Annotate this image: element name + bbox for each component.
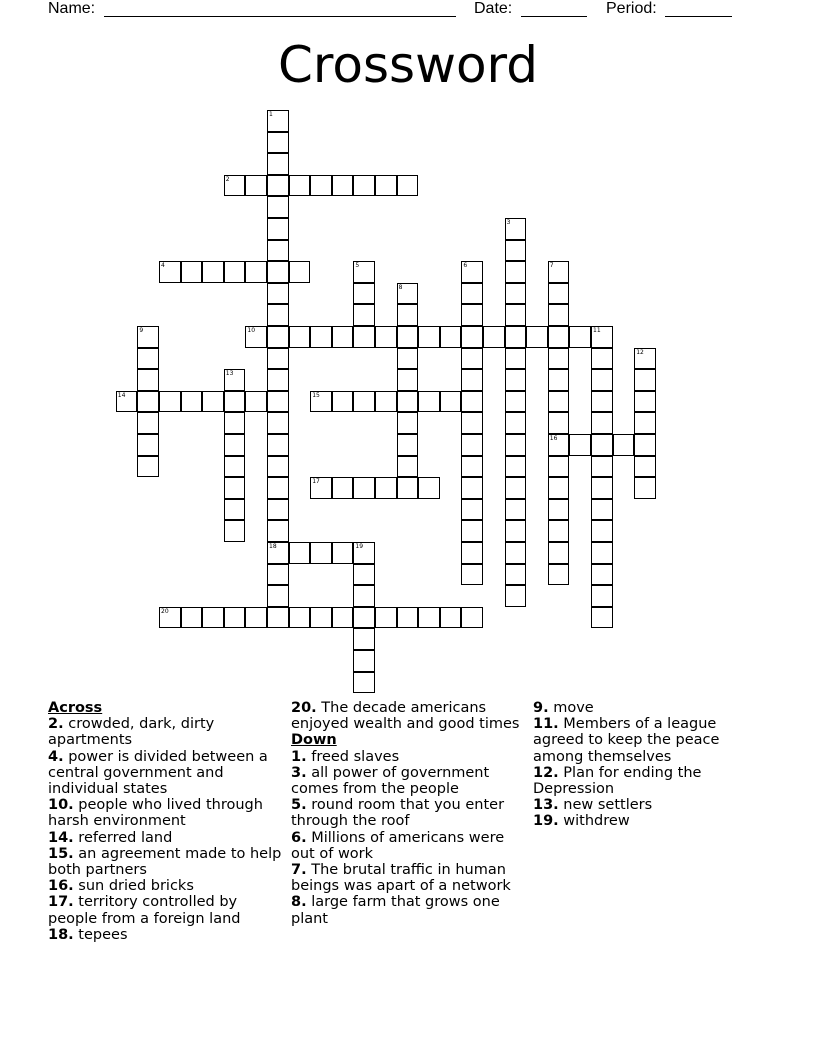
grid-cell[interactable]: [591, 520, 613, 542]
name-label: Name:: [48, 0, 96, 17]
grid-cell[interactable]: [505, 456, 527, 478]
grid-cell[interactable]: [181, 261, 203, 283]
grid-cell[interactable]: [289, 326, 311, 348]
grid-cell[interactable]: [634, 412, 656, 434]
grid-cell[interactable]: [267, 456, 289, 478]
grid-cell[interactable]: [137, 369, 159, 391]
grid-cell[interactable]: [591, 326, 613, 348]
clue-item-number: 11.: [533, 716, 559, 733]
grid-cell[interactable]: [267, 132, 289, 154]
grid-cell[interactable]: [137, 412, 159, 434]
grid-cell[interactable]: [137, 391, 159, 413]
grid-cell[interactable]: [461, 283, 483, 305]
grid-cell[interactable]: [505, 412, 527, 434]
grid-cell[interactable]: [591, 477, 613, 499]
grid-cell[interactable]: [353, 175, 375, 197]
grid-cell[interactable]: [548, 283, 570, 305]
grid-cell[interactable]: [505, 542, 527, 564]
clue-item-text: Millions of americans were out of work: [291, 829, 505, 862]
grid-cell[interactable]: [137, 456, 159, 478]
grid-cell[interactable]: [461, 369, 483, 391]
grid-cell[interactable]: [224, 412, 246, 434]
grid-cell[interactable]: [224, 369, 246, 391]
clue-item-text: people who lived through harsh environment: [48, 797, 263, 830]
grid-cell[interactable]: [634, 434, 656, 456]
clue-item: [48, 749, 284, 798]
grid-cell[interactable]: [267, 304, 289, 326]
clues-column-2: [291, 700, 527, 927]
grid-cell[interactable]: [548, 499, 570, 521]
clue-number: 12: [636, 348, 644, 356]
clue-number: 17: [312, 478, 320, 486]
clue-item-number: 12.: [533, 764, 559, 781]
grid-cell[interactable]: [267, 283, 289, 305]
grid-cell[interactable]: [440, 391, 462, 413]
grid-cell[interactable]: [505, 520, 527, 542]
grid-cell[interactable]: [461, 564, 483, 586]
grid-cell[interactable]: [397, 391, 419, 413]
grid-cell[interactable]: [267, 348, 289, 370]
grid-cell[interactable]: [267, 607, 289, 629]
grid-cell[interactable]: [375, 175, 397, 197]
clue-item-text: The decade americans enjoyed wealth and good times: [291, 700, 520, 733]
grid-cell[interactable]: [375, 607, 397, 629]
clue-item: [533, 700, 769, 716]
clue-item: [48, 927, 284, 943]
clue-item: [48, 797, 284, 829]
grid-cell[interactable]: [375, 477, 397, 499]
grid-cell[interactable]: [505, 218, 527, 240]
grid-cell[interactable]: [461, 348, 483, 370]
clue-item-number: 20.: [291, 700, 317, 716]
grid-cell[interactable]: [137, 326, 159, 348]
grid-cell[interactable]: [289, 542, 311, 564]
clues-column-3: [533, 700, 769, 830]
grid-cell[interactable]: [397, 607, 419, 629]
grid-cell[interactable]: [375, 326, 397, 348]
grid-cell[interactable]: [591, 564, 613, 586]
grid-cell[interactable]: [505, 240, 527, 262]
grid-cell[interactable]: [548, 520, 570, 542]
grid-cell[interactable]: [461, 391, 483, 413]
grid-cell[interactable]: [224, 261, 246, 283]
grid-cell[interactable]: [310, 326, 332, 348]
grid-cell[interactable]: [375, 391, 397, 413]
grid-cell[interactable]: [548, 412, 570, 434]
grid-cell[interactable]: [159, 261, 181, 283]
clue-number: 8: [398, 283, 403, 291]
grid-cell[interactable]: [116, 391, 138, 413]
grid-cell[interactable]: [224, 434, 246, 456]
grid-cell[interactable]: [397, 175, 419, 197]
grid-cell[interactable]: [613, 434, 635, 456]
clue-item-number: 4.: [48, 748, 64, 765]
clue-item-number: 3.: [291, 764, 307, 781]
clue-number: 16: [549, 435, 558, 442]
clue-item-text: sun dried bricks: [73, 878, 194, 895]
grid-cell[interactable]: [591, 412, 613, 434]
clue-number: 15: [312, 391, 320, 399]
grid-cell[interactable]: [548, 369, 570, 391]
period-label: Period:: [606, 0, 657, 17]
grid-cell[interactable]: [548, 564, 570, 586]
clue-item: [291, 894, 527, 926]
grid-cell[interactable]: [634, 456, 656, 478]
clue-item-text: an agreement made to help both partners: [48, 845, 282, 879]
clue-item-text: new settlers: [558, 797, 653, 814]
grid-cell[interactable]: [505, 348, 527, 370]
grid-cell[interactable]: [267, 369, 289, 391]
grid-cell[interactable]: [332, 175, 354, 197]
grid-cell[interactable]: [569, 434, 591, 456]
grid-cell[interactable]: [332, 542, 354, 564]
grid-cell[interactable]: [353, 283, 375, 305]
clue-item-text: round room that you enter through the roof: [291, 797, 505, 830]
grid-cell[interactable]: [461, 412, 483, 434]
grid-cell[interactable]: [440, 326, 462, 348]
clue-number: 10: [247, 327, 256, 334]
grid-cell[interactable]: [397, 326, 419, 348]
clue-number: 18: [269, 543, 277, 550]
clue-item-number: 5.: [291, 797, 307, 814]
grid-cell[interactable]: [461, 542, 483, 564]
clue-item-number: 2.: [48, 716, 64, 733]
grid-cell[interactable]: [267, 585, 289, 607]
clue-number: 6: [463, 262, 468, 270]
grid-cell[interactable]: [353, 607, 375, 629]
clue-item-text: The brutal traffic in human beings was apart of a network: [291, 862, 511, 895]
grid-cell[interactable]: [505, 564, 527, 586]
clue-number: 14: [117, 391, 126, 399]
clue-item-text: power is divided between a central government and individual states: [48, 748, 268, 798]
clue-item-text: Plan for ending the Depression: [533, 764, 702, 798]
grid-cell[interactable]: [397, 283, 419, 305]
clue-item-number: 6.: [291, 829, 307, 846]
grid-cell[interactable]: [461, 477, 483, 499]
clue-item-number: 16.: [48, 878, 74, 895]
grid-cell[interactable]: [267, 175, 289, 197]
grid-cell[interactable]: [224, 391, 246, 413]
grid-cell[interactable]: [332, 607, 354, 629]
grid-cell[interactable]: [267, 520, 289, 542]
clue-item: [291, 797, 527, 829]
grid-cell[interactable]: [505, 369, 527, 391]
page-title: Crossword: [278, 36, 538, 94]
clue-number: 1: [269, 111, 273, 118]
clue-item-number: 9.: [533, 700, 549, 716]
grid-cell[interactable]: [267, 391, 289, 413]
clue-item: [533, 813, 769, 829]
grid-cell[interactable]: [332, 326, 354, 348]
grid-cell[interactable]: [267, 326, 289, 348]
grid-cell[interactable]: [505, 477, 527, 499]
grid-cell[interactable]: [418, 391, 440, 413]
grid-cell[interactable]: [591, 585, 613, 607]
grid-cell[interactable]: [440, 607, 462, 629]
grid-cell[interactable]: [505, 261, 527, 283]
grid-cell[interactable]: [353, 326, 375, 348]
grid-cell[interactable]: [332, 477, 354, 499]
grid-cell[interactable]: [353, 585, 375, 607]
grid-cell[interactable]: [461, 520, 483, 542]
clue-item: [291, 700, 527, 732]
clue-item-number: 13.: [533, 797, 559, 814]
clue-item: [48, 878, 284, 894]
clue-number: 5: [355, 262, 360, 270]
clue-item-text: large farm that grows one plant: [291, 894, 500, 927]
grid-cell[interactable]: [310, 477, 332, 499]
grid-cell[interactable]: [461, 326, 483, 348]
grid-cell[interactable]: [224, 456, 246, 478]
grid-cell[interactable]: [397, 477, 419, 499]
grid-cell[interactable]: [505, 283, 527, 305]
clue-item-text: tepees: [73, 926, 128, 943]
clue-item: [533, 797, 769, 813]
grid-cell[interactable]: [245, 261, 267, 283]
grid-cell[interactable]: [591, 542, 613, 564]
down-heading: Down: [291, 732, 337, 749]
grid-cell[interactable]: [267, 434, 289, 456]
grid-cell[interactable]: [526, 326, 548, 348]
grid-cell[interactable]: [591, 391, 613, 413]
clue-item: [291, 765, 527, 797]
grid-cell[interactable]: [591, 348, 613, 370]
clue-number: 11: [593, 327, 601, 334]
grid-cell[interactable]: [397, 434, 419, 456]
clue-item-text: crowded, dark, dirty apartments: [48, 716, 215, 749]
grid-cell[interactable]: [310, 607, 332, 629]
grid-cell[interactable]: [202, 391, 224, 413]
grid-cell[interactable]: [267, 542, 289, 564]
grid-cell[interactable]: [461, 499, 483, 521]
clue-number: 3: [506, 219, 511, 226]
clue-item: [48, 894, 284, 926]
clue-item-number: 10.: [48, 797, 74, 814]
grid-cell[interactable]: [353, 261, 375, 283]
clue-item: [291, 749, 527, 765]
grid-cell[interactable]: [202, 261, 224, 283]
grid-cell[interactable]: [634, 369, 656, 391]
grid-cell[interactable]: [267, 477, 289, 499]
grid-cell[interactable]: [353, 564, 375, 586]
grid-cell[interactable]: [159, 391, 181, 413]
grid-cell[interactable]: [483, 326, 505, 348]
grid-cell[interactable]: [310, 542, 332, 564]
across-heading: Across: [48, 700, 103, 716]
clue-number: 9: [139, 327, 144, 334]
grid-cell[interactable]: [548, 304, 570, 326]
grid-cell[interactable]: [353, 542, 375, 564]
grid-cell[interactable]: [397, 412, 419, 434]
grid-cell[interactable]: [224, 175, 246, 197]
grid-cell[interactable]: [353, 304, 375, 326]
grid-cell[interactable]: [548, 456, 570, 478]
grid-cell[interactable]: [505, 434, 527, 456]
grid-cell[interactable]: [591, 434, 613, 456]
grid-cell[interactable]: [548, 477, 570, 499]
grid-cell[interactable]: [418, 477, 440, 499]
grid-cell[interactable]: [310, 175, 332, 197]
grid-cell[interactable]: [202, 607, 224, 629]
clue-number: 13: [225, 370, 234, 378]
grid-cell[interactable]: [289, 175, 311, 197]
grid-cell[interactable]: [224, 477, 246, 499]
grid-cell[interactable]: [461, 304, 483, 326]
grid-cell[interactable]: [224, 607, 246, 629]
clue-item-number: 7.: [291, 862, 307, 879]
clues-column-1: [48, 700, 284, 943]
clue-item: [48, 846, 284, 878]
grid-cell[interactable]: [353, 672, 375, 694]
grid-cell[interactable]: [267, 261, 289, 283]
grid-cell[interactable]: [310, 391, 332, 413]
grid-cell[interactable]: [267, 412, 289, 434]
clue-number: 7: [549, 262, 554, 270]
grid-cell[interactable]: [267, 499, 289, 521]
clue-item-text: withdrew: [558, 813, 630, 830]
grid-cell[interactable]: [418, 326, 440, 348]
clue-item: [48, 716, 284, 748]
grid-cell[interactable]: [548, 348, 570, 370]
grid-cell[interactable]: [397, 369, 419, 391]
grid-cell[interactable]: [332, 391, 354, 413]
grid-cell[interactable]: [181, 607, 203, 629]
clue-item: [291, 830, 527, 862]
grid-cell[interactable]: [548, 542, 570, 564]
grid-cell[interactable]: [397, 456, 419, 478]
clue-item: [48, 830, 284, 846]
grid-cell[interactable]: [505, 326, 527, 348]
grid-cell[interactable]: [461, 434, 483, 456]
grid-cell[interactable]: [353, 650, 375, 672]
grid-cell[interactable]: [569, 326, 591, 348]
grid-cell[interactable]: [591, 369, 613, 391]
date-label: Date:: [474, 0, 513, 17]
clue-item-number: 18.: [48, 926, 74, 943]
grid-cell[interactable]: [548, 326, 570, 348]
grid-cell[interactable]: [267, 564, 289, 586]
clue-item-number: 17.: [48, 894, 74, 911]
grid-cell[interactable]: [267, 196, 289, 218]
grid-cell[interactable]: [634, 477, 656, 499]
clue-number: 20: [161, 607, 169, 615]
grid-cell[interactable]: [353, 628, 375, 650]
grid-cell[interactable]: [548, 261, 570, 283]
grid-cell[interactable]: [461, 607, 483, 629]
grid-cell[interactable]: [418, 607, 440, 629]
grid-cell[interactable]: [591, 607, 613, 629]
clue-item-text: territory controlled by people from a foreign land: [48, 894, 241, 927]
grid-cell[interactable]: [245, 391, 267, 413]
grid-cell[interactable]: [634, 348, 656, 370]
grid-cell[interactable]: [224, 499, 246, 521]
grid-cell[interactable]: [505, 391, 527, 413]
clue-item-text: Members of a league agreed to keep the peace among themselves: [533, 716, 720, 765]
grid-cell[interactable]: [548, 391, 570, 413]
grid-cell[interactable]: [181, 391, 203, 413]
grid-cell[interactable]: [505, 585, 527, 607]
grid-cell[interactable]: [397, 304, 419, 326]
grid-cell[interactable]: [353, 477, 375, 499]
grid-cell[interactable]: [159, 607, 181, 629]
grid-cell[interactable]: [289, 261, 311, 283]
clue-item: [291, 862, 527, 894]
grid-cell[interactable]: [267, 110, 289, 132]
grid-cell[interactable]: [245, 326, 267, 348]
clue-item-text: referred land: [73, 829, 173, 846]
grid-cell[interactable]: [591, 499, 613, 521]
clue-item-number: 8.: [291, 894, 307, 911]
grid-cell[interactable]: [461, 456, 483, 478]
grid-cell[interactable]: [461, 261, 483, 283]
clue-number: 2: [225, 175, 230, 183]
clue-item-number: 15.: [48, 845, 74, 862]
grid-cell[interactable]: [267, 218, 289, 240]
grid-cell[interactable]: [505, 499, 527, 521]
grid-cell[interactable]: [224, 520, 246, 542]
grid-cell[interactable]: [137, 434, 159, 456]
clue-item-text: move: [548, 700, 594, 716]
clue-number: 4: [161, 262, 165, 270]
grid-cell[interactable]: [634, 391, 656, 413]
clue-item: [533, 765, 769, 797]
clue-item-number: 19.: [533, 813, 559, 830]
grid-cell[interactable]: [137, 348, 159, 370]
grid-cell[interactable]: [397, 348, 419, 370]
grid-cell[interactable]: [289, 607, 311, 629]
grid-cell[interactable]: [548, 434, 570, 456]
grid-cell[interactable]: [353, 391, 375, 413]
grid-cell[interactable]: [245, 175, 267, 197]
clue-item: [533, 716, 769, 765]
grid-cell[interactable]: [267, 153, 289, 175]
grid-cell[interactable]: [591, 456, 613, 478]
clue-item-number: 14.: [48, 829, 74, 846]
grid-cell[interactable]: [267, 240, 289, 262]
clue-item-text: freed slaves: [306, 748, 400, 765]
clue-item-number: 1.: [291, 748, 307, 765]
grid-cell[interactable]: [505, 304, 527, 326]
clue-number: 19: [355, 543, 364, 550]
grid-cell[interactable]: [245, 607, 267, 629]
clue-item-text: all power of government comes from the people: [291, 764, 490, 798]
